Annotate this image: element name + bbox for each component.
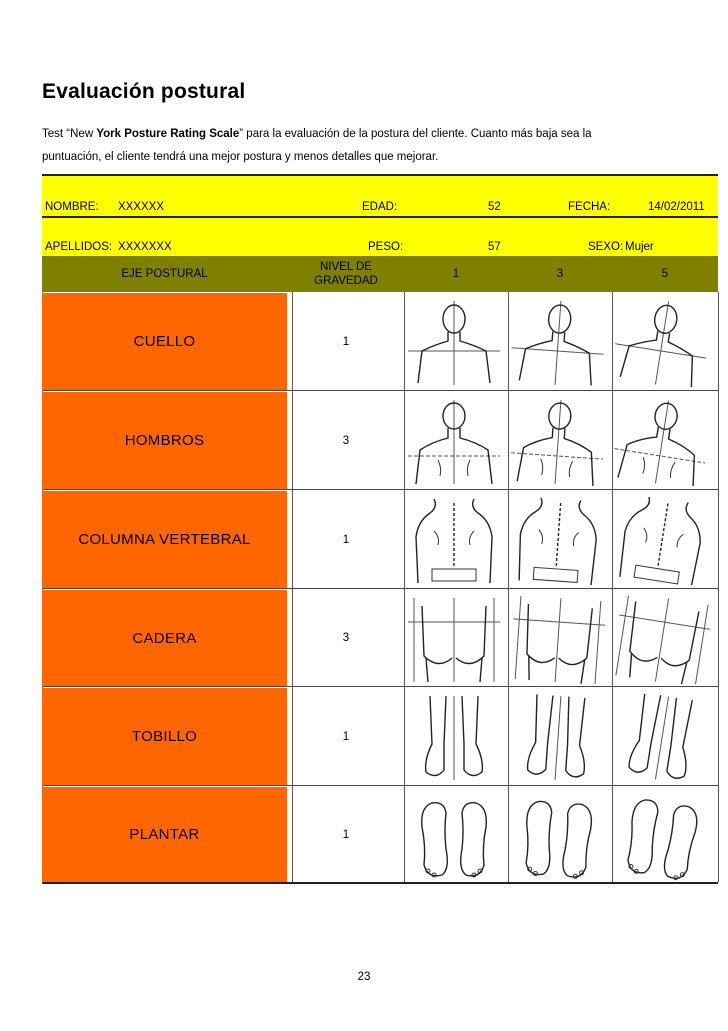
shoulders-posture-sketch-1 (404, 398, 504, 486)
foot-sole-sketch-1 (404, 793, 504, 881)
ankle-posture-sketch-1 (404, 694, 504, 782)
sexo-label: SEXO: (588, 241, 624, 253)
nivel-columna: 1 (342, 533, 350, 546)
spine-posture-sketch-1 (404, 497, 504, 585)
nivel-cadera: 3 (342, 632, 350, 644)
neck-posture-sketch-3 (508, 299, 608, 387)
hip-posture-sketch-1 (404, 596, 504, 684)
shoulders-posture-sketch-5 (612, 398, 712, 486)
fecha-value: 14/02/2011 (648, 201, 705, 213)
intro-line1-suffix: ” para la evaluación de la postura del cliente. Cuanto más baja sea la (239, 128, 592, 140)
neck-posture-sketch-5 (612, 299, 712, 387)
nivel-cuello: 1 (342, 335, 350, 348)
ankle-posture-sketch-5 (612, 694, 712, 782)
edad-label: EDAD: (362, 201, 398, 213)
nivel-hombros: 3 (342, 434, 350, 447)
hip-posture-sketch-5 (612, 596, 712, 684)
eje-tobillo: TOBILLO (42, 688, 287, 785)
table-header (42, 256, 718, 292)
nivel-tobillo: 1 (342, 730, 350, 743)
header-eje: EJE POSTURAL (121, 268, 208, 280)
peso-value: 57 (488, 241, 501, 253)
spine-posture-sketch-5 (612, 497, 712, 585)
page-number: 23 (357, 971, 371, 983)
foot-sole-sketch-3 (508, 793, 608, 881)
shoulders-posture-sketch-3 (508, 398, 608, 486)
header-nivel (292, 256, 400, 292)
neck-posture-sketch-1 (404, 299, 504, 387)
hip-posture-sketch-3 (508, 596, 608, 684)
apellidos-label: APELLIDOS: (45, 241, 113, 253)
header-col-3: 3 (556, 268, 564, 280)
eje-columna: COLUMNA VERTEBRAL (42, 491, 287, 588)
eje-hombros: HOMBROS (42, 392, 287, 489)
ankle-posture-sketch-3 (508, 694, 608, 782)
sexo-value: Mujer (625, 241, 654, 253)
spine-posture-sketch-3 (508, 497, 608, 585)
header-col-1: 1 (452, 268, 460, 280)
header-nivel-line2: GRAVEDAD (314, 275, 378, 287)
fecha-label: FECHA: (568, 201, 611, 213)
edad-value: 52 (488, 201, 501, 213)
nivel-plantar: 1 (342, 828, 350, 841)
client-row-1 (42, 174, 718, 216)
intro-bold: York Posture Rating Scale (96, 128, 240, 140)
peso-label: PESO: (368, 241, 404, 253)
header-col-5: 5 (661, 268, 669, 280)
client-row-2 (42, 216, 718, 256)
eje-cuello: CUELLO (42, 293, 287, 390)
intro-line2: puntuación, el cliente tendrá una mejor postura y menos detalles que mejorar. (42, 151, 439, 163)
eje-plantar: PLANTAR (42, 787, 287, 882)
foot-sole-sketch-5 (612, 793, 712, 881)
header-nivel-line1: NIVEL DE (320, 261, 372, 273)
intro-paragraph (42, 123, 682, 169)
page-title: Evaluación postural (42, 80, 246, 103)
nombre-value: XXXXXX (118, 201, 165, 213)
apellidos-value: XXXXXXX (118, 241, 172, 253)
intro-prefix: Test “New (42, 128, 97, 140)
nombre-label: NOMBRE: (45, 201, 99, 213)
eje-cadera: CADERA (42, 590, 287, 686)
